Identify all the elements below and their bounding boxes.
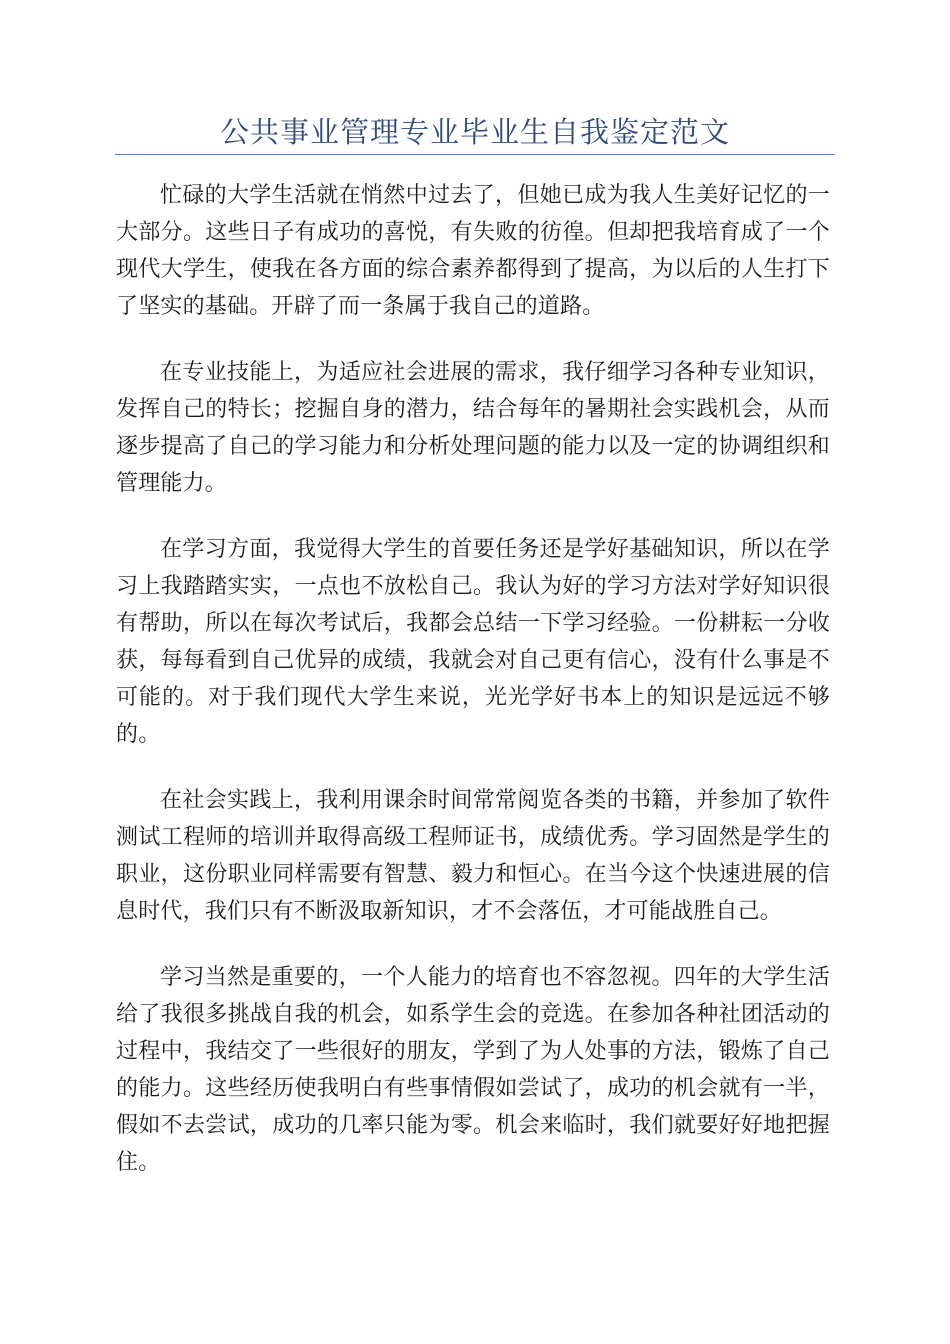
paragraph-3: 在学习方面，我觉得大学生的首要任务还是学好基础知识，所以在学习上我踏踏实实，一点也不放松自己。我认为好的学习方法对学好知识很有帮助，所以在每次考试后，我都会总结一下学习经验。一份耕耘一分收获，每每看到自己优异的成绩，我就会对自己更有信心，没有什么事是不可能的。对于我们现代大学生来说，光光学好书本上的知识是远远不够的。 [116,537,830,747]
title-underline [115,154,835,155]
paragraph-2: 在专业技能上，为适应社会进展的需求，我仔细学习各种专业知识，发挥自己的特长；挖掘自身的潜力，结合每年的暑期社会实践机会，从而逐步提高了自己的学习能力和分析处理问题的能力以及一定的协调组织和管理能力。 [116,360,830,496]
paragraph-5: 学习当然是重要的，一个人能力的培育也不容忽视。四年的大学生活给了我很多挑战自我的机会，如系学生会的竞选。在参加各种社团活动的过程中，我结交了一些很好的朋友，学到了为人处事的方法，锻炼了自己的能力。这些经历使我明白有些事情假如尝试了，成功的机会就有一半，假如不去尝试，成功的几率只能为零。机会来临时，我们就要好好地把握住。 [116,965,830,1175]
paragraph-4: 在社会实践上，我利用课余时间常常阅览各类的书籍，并参加了软件测试工程师的培训并取得高级工程师证书，成绩优秀。学习固然是学生的职业，这份职业同样需要有智慧、毅力和恒心。在当今这个快速进展的信息时代，我们只有不断汲取新知识，才不会落伍，才可能战胜自己。 [116,788,830,924]
document-body [116,177,830,1210]
document-title: 公共事业管理专业毕业生自我鉴定范文 [219,115,730,149]
paragraph-1: 忙碌的大学生活就在悄然中过去了，但她已成为我人生美好记忆的一大部分。这些日子有成功的喜悦，有失败的彷徨。但却把我培育成了一个现代大学生，使我在各方面的综合素养都得到了提高，为以后的人生打下了坚实的基础。开辟了而一条属于我自己的道路。 [116,183,830,319]
